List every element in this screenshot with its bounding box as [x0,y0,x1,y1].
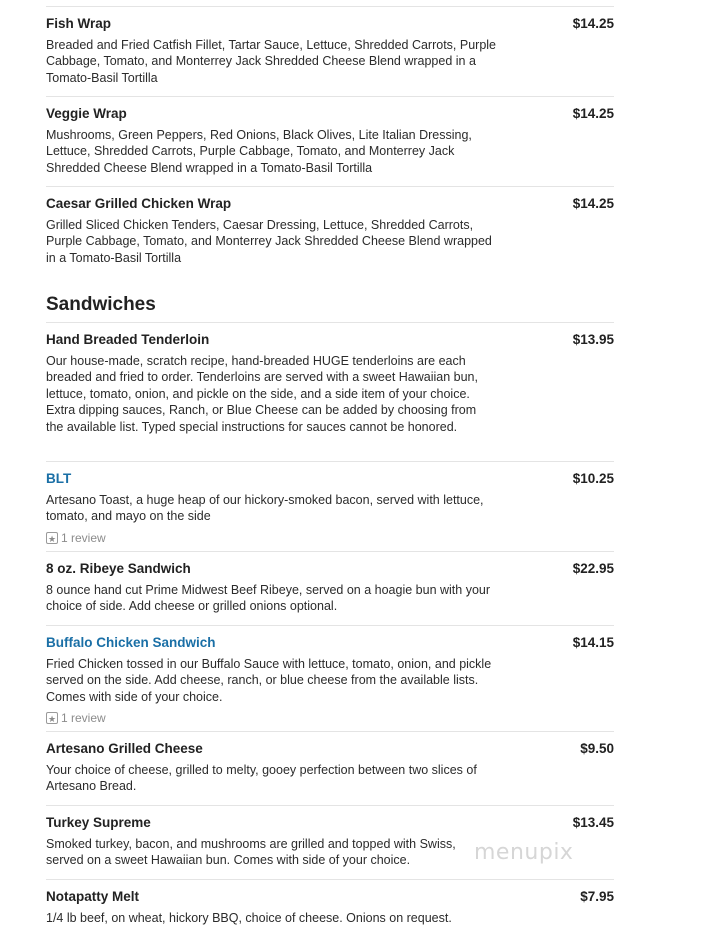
item-description: Our house-made, scratch recipe, hand-breaded HUGE tenderloins are each breaded and fried to order. Tenderloins are served with a sweet Hawaiian bun, lettuce, tomato, onion, and pickle on the side, and a side item of your choice. Extra dipping sauces, Ranch, or Blue Cheese can be added by choosing from the available list. Typed special instructions for sauces cannot be honored. [46,354,478,434]
item-name: Notapatty Melt [46,889,140,904]
item-description: Smoked turkey, bacon, and mushrooms are grilled and topped with Swiss, served on a sweet Hawaiian bun. Comes with side of your choice. [46,837,456,868]
item-description: 1/4 lb beef, on wheat, hickory BBQ, choice of cheese. Onions on request. [46,911,452,925]
item-description: Artesano Toast, a huge heap of our hickory-smoked bacon, served with lettuce, tomato, and mayo on the side [46,493,484,524]
item-description: Fried Chicken tossed in our Buffalo Sauce with lettuce, tomato, onion, and pickle served on the side. Add cheese, ranch, or blue cheese from the available lists. Comes with side of your choice. [46,657,492,704]
watermark: menupix [474,840,574,865]
item-price: $14.15 [572,635,614,650]
menu-item-veggie-wrap [46,96,614,187]
item-price: $22.95 [572,561,614,576]
menu-item-notapatty-melt [46,879,614,937]
item-name: Turkey Supreme [46,815,151,830]
item-price: $7.95 [580,889,614,904]
item-description: Breaded and Fried Catfish Fillet, Tartar Sauce, Lettuce, Shredded Carrots, Purple Cabbage, Tomato, and Monterrey Jack Shredded Cheese Blend wrapped in a Tomato-Basil Tortilla [46,38,497,85]
menu-item-buffalo-chicken [46,625,614,732]
item-price: $9.50 [580,741,614,756]
review-count: 1 review [61,531,106,545]
item-price: $10.25 [572,471,614,486]
item-description: 8 ounce hand cut Prime Midwest Beef Ribeye, served on a hoagie bun with your choice of side. Add cheese or grilled onions optional. [46,583,491,614]
menu-item-ribeye [46,551,614,626]
menu-item-caesar-wrap [46,186,614,277]
menu-item-blt [46,461,614,552]
review-link[interactable] [46,531,106,545]
review-count: 1 review [61,711,106,725]
item-description: Your choice of cheese, grilled to melty, gooey perfection between two slices of Artesano Bread. [46,763,477,794]
item-name: Caesar Grilled Chicken Wrap [46,196,232,211]
item-name: Hand Breaded Tenderloin [46,332,210,347]
item-name: Veggie Wrap [46,106,127,121]
review-link[interactable] [46,711,106,725]
item-price: $13.45 [572,815,614,830]
item-price: $14.25 [572,106,614,121]
menu-item-tenderloin [46,322,614,461]
item-name-link[interactable]: BLT [46,471,72,486]
star-badge-icon: ★ [47,534,57,544]
menu-item-fish-wrap [46,6,614,97]
item-name: Fish Wrap [46,16,112,31]
menu-item-grilled-cheese [46,731,614,806]
item-name: Artesano Grilled Cheese [46,741,203,756]
item-price: $13.95 [572,332,614,347]
item-price: $14.25 [572,16,614,31]
item-price: $14.25 [572,196,614,211]
star-badge-icon: ★ [47,714,57,724]
item-name-link[interactable]: Buffalo Chicken Sandwich [46,635,216,650]
item-description: Grilled Sliced Chicken Tenders, Caesar Dressing, Lettuce, Shredded Carrots, Purple Cabbage, Tomato, and Monterrey Jack Shredded Cheese Blend wrapped in a Tomato-Basil Tortilla [46,218,492,265]
item-name: 8 oz. Ribeye Sandwich [46,561,191,576]
section-title-sandwiches: Sandwiches [46,294,156,315]
item-description: Mushrooms, Green Peppers, Red Onions, Black Olives, Lite Italian Dressing, Lettuce, Shredded Carrots, Purple Cabbage, Tomato, and Monterrey Jack Shredded Cheese Blend wrapped in a Tomato-Basil Tortilla [46,128,472,175]
